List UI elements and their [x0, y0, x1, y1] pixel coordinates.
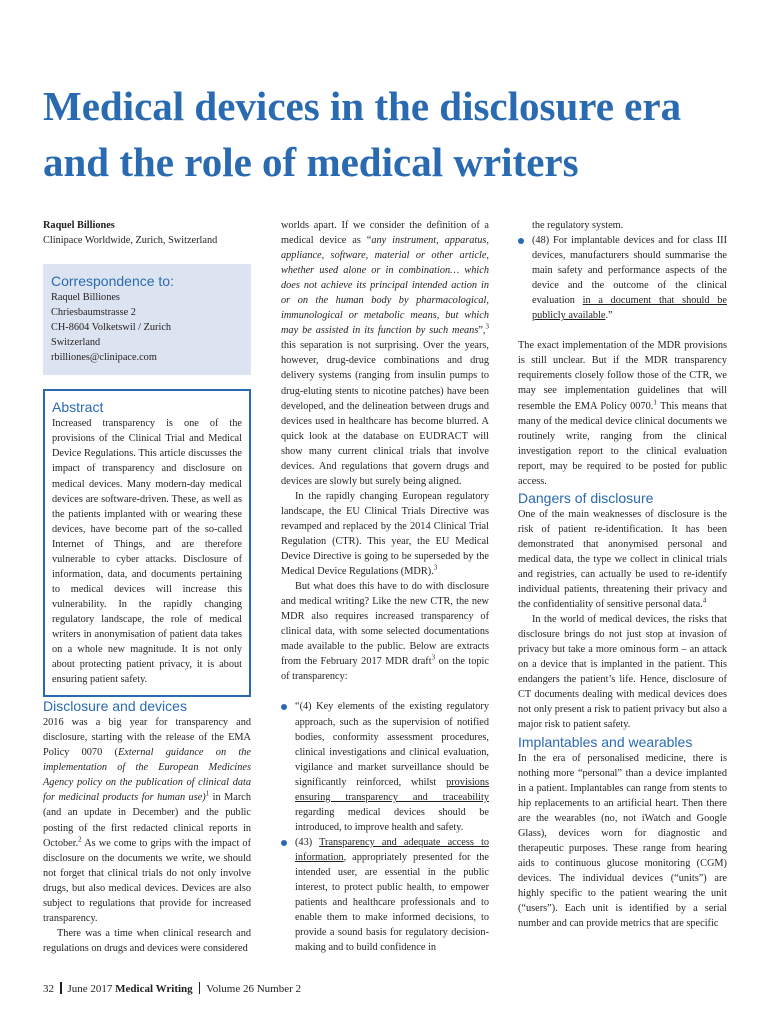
bullet-item [518, 233, 727, 323]
article-title [43, 78, 743, 190]
spacer [281, 684, 489, 699]
text-run: (43) [295, 836, 320, 848]
column-3 [518, 218, 727, 931]
bullet-continuation: the regulatory system. [532, 220, 624, 231]
text-run: this separation is not surprising. Over the years, however, drug-device combinations and drug delivery systems (ranging from insulin pumps to drug-eluting stents to nicotine patches) have been developed, and the delineation between drugs and devices used in healthcare has become blurred. A quick look at the database on EUDRACT will show many current clinical trials that involve devices. And regulations that govern drugs and devices are slowly but surely being aligned. [281, 340, 489, 487]
text-run: But what does this have to do with disclosure and medical writing? Like the new CTR, the new MDR also requires increased transparency of clinical data, with some selected documentations made available to the public. Below are extracts from the February 2017 MDR draft [281, 581, 489, 668]
column-1 [43, 218, 251, 956]
reference-mark[interactable]: 3 [433, 563, 438, 572]
section-heading-disclosure: Disclosure and devices [43, 698, 187, 715]
spacer [518, 323, 727, 338]
text-run: The exact implementation of the MDR provisions is still unclear. But if the MDR transparency requirements closely follow those of the CTR, we may see implementation guidelines that will resemble the EMA Policy 0070. [518, 340, 727, 412]
section-heading-implantables: Implantables and wearables [518, 733, 693, 750]
correspondence-line: CH-8604 Volketswil / Zurich [51, 322, 172, 334]
page-footer [43, 982, 301, 995]
text-run: worlds apart. If we consider the definition of a medical device as “ [281, 220, 489, 247]
volume-info: Volume 26 Number 2 [206, 983, 302, 995]
paragraph: In the era of personalised medicine, there is nothing more “personal” than a device implanted in a patient. Implantables can range from stents to hip replacements to an artificial heart. Then there are the wearables (no, not iWatch and Google Glass), devices worn for diagnostic and therapeutic purposes. These range from hearing aids to continuous glucose monitoring (CGM) devices. The individual devices (“units”) are highly specific to the patient wearing the unit (“users”). Each unit is identified by a serial number and can provide metrics that are specific [518, 752, 727, 930]
correspondence-line: Switzerland [51, 337, 101, 349]
text-run-underlined: Transparency and adequate access to information [295, 836, 489, 863]
text-run-italic: External guidance on the implementation of the European Medicines Agency policy on the publication of clinical data for medicinal products for human use) [43, 747, 251, 804]
section-heading-dangers: Dangers of disclosure [518, 489, 654, 506]
text-run: , appropriately presented for the intended user, are essential in the public interest, to protect public health, to empower patients and healthcare professionals and to enable them to make informed decisions, to provide a sound basis for regulatory decision-making and to build confidence in [295, 851, 489, 954]
title-line-2: and the role of medical writers [43, 139, 579, 185]
text-run-underlined: in a document that should be publicly available [532, 295, 727, 322]
reference-mark[interactable]: 3 [431, 653, 436, 662]
paragraph [518, 338, 727, 488]
footer-divider [60, 982, 62, 994]
correspondence-email[interactable]: rbilliones@clinipace.com [51, 352, 157, 364]
text-run: regarding medical devices should be introduced, to improve health and safety. [295, 806, 489, 833]
reference-mark[interactable]: 3 [485, 322, 489, 331]
abstract-text: Increased transparency is one of the provisions of the Clinical Trial and Medical Device Regulations. This article discusses the impact of transparency and disclosure on medical devices. Many modern-day medical devices are software-driven. These, as well as the patients implanted with or wearing these devices, have become part of the so-called Internet of Things, and are therefore vulnerable to cyber attacks. Disclosure of information, data, and documents pertaining to medical devices will increase this vulnerability. In the rapidly changing regulatory landscape, the role of medical writers in anonymisation of patient data takes on a whole new magnitude. It is not only about protecting patient privacy, it is about ensuring patient safety. [52, 418, 242, 686]
author-affiliation: Clinipace Worldwide, Zurich, Switzerland [43, 235, 218, 247]
journal-name: Medical Writing [115, 983, 193, 995]
page-number: 32 [43, 983, 54, 995]
reference-mark[interactable]: 4 [702, 596, 707, 605]
abstract-box [43, 389, 251, 697]
column-2 [281, 218, 489, 955]
text-run: on the topic of transparency: [281, 656, 489, 683]
text-run: ”, [478, 325, 486, 337]
correspondence-heading: Correspondence to: [51, 273, 174, 290]
bullet-item [281, 699, 489, 834]
paragraph [281, 218, 489, 489]
text-run-underlined: provisions ensuring transparency and traceability [295, 776, 489, 803]
paragraph: In the world of medical devices, the risks that disclosure brings do not just stop at invasion of privacy but take a more ominous form – an attack on a device that is implanted in the patient. This endangers the patient’s life. Hence, disclosure of CT documents dealing with medical devices does not only present a risk to patient privacy but also a major risk to patient safety. [518, 614, 727, 731]
paragraph [43, 715, 251, 926]
text-run: .” [605, 310, 613, 322]
bullet-item [281, 835, 489, 955]
title-line-1: Medical devices in the disclosure era [43, 83, 682, 129]
text-run: One of the main weaknesses of disclosure is the risk of patient re-identification. It has been demonstrated that anonymised personal and medical data, the type we collect in clinical trials and registries, can actually be used to re-identify individual patients, threatening their privacy and the confidentiality of sensitive personal data. [518, 508, 727, 611]
footer-divider [199, 982, 201, 994]
text-run-italic: any instrument, apparatus, appliance, software, material or other article, whether used alone or in combination… which does not achieve its principal intended action in or on the human body by pharmacological, immunological or metabolic means, but which may be assisted in its function by such means [281, 235, 489, 337]
abstract-heading: Abstract [52, 399, 104, 416]
correspondence-line: Raquel Billiones [51, 292, 120, 304]
text-run: “(4) Key elements of the existing regulatory approach, such as the supervision of notified bodies, conformity assessment procedures, clinical investigations and clinical evaluation, vigilance and market surveillance should be significantly reinforced, whilst [295, 701, 489, 788]
paragraph: There was a time when clinical research and regulations on drugs and devices were considered [43, 927, 251, 954]
paragraph [281, 489, 489, 579]
text-run: This means that many of the medical device clinical documents we routinely write, ranging from the clinical investigation report to the clinical evaluation report, may be required to be posted for public access. [518, 400, 727, 487]
reference-mark[interactable]: 2 [78, 835, 82, 844]
author-name: Raquel Billiones [43, 220, 115, 231]
issue-date: June 2017 [67, 983, 113, 995]
correspondence-box [43, 264, 251, 375]
text-run: (48) For implantable devices and for class III devices, manufacturers should summarise the main safety and performance aspects of the device and the outcome of the clinical evaluation [532, 235, 727, 307]
text-run: In the rapidly changing European regulatory landscape, the EU Clinical Trials Directive was revamped and replaced by the 2014 Clinical Trial Regulation (CTR). This year, the EU Medical Device Directive is going to be superseded by the Medical Device Regulations (MDR). [281, 490, 489, 578]
text-run: 2016 was a big year for transparency and disclosure, starting with the release of the EMA Policy 0070 ( [43, 717, 251, 759]
text-run: in March (and an update in December) and the public posting of the first redacted clinical reports in October. [43, 792, 251, 849]
reference-mark[interactable]: 1 [205, 789, 210, 798]
paragraph [518, 507, 727, 612]
paragraph [281, 579, 489, 684]
reference-mark[interactable]: 1 [653, 398, 657, 407]
correspondence-line: Chriesbaumstrasse 2 [51, 307, 136, 319]
text-run: As we come to grips with the impact of disclosure on the documents we write, we should not forget that clinical trials do not only involve drugs, but also medical devices. Devices are also subject to regulations that provide for increased transparency. [43, 837, 251, 924]
